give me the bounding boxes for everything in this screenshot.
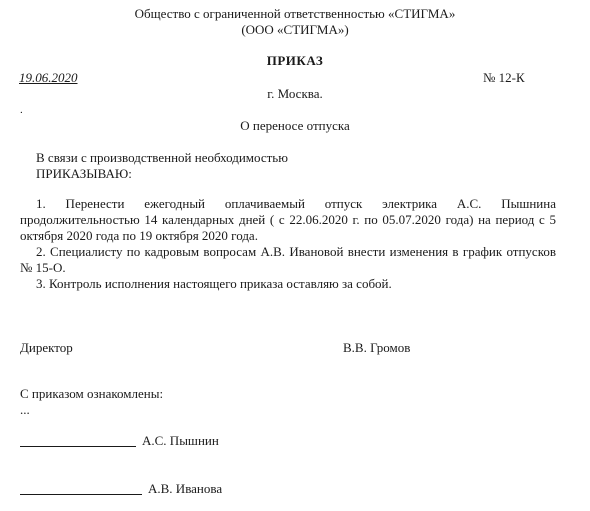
acknowledgement-ellipsis: ...	[20, 402, 30, 417]
organization-short-name: (ООО «СТИГМА»)	[241, 22, 349, 37]
order-clause-1: 1. Перенести ежегодный оплачиваемый отпуск электрика А.С. Пышнина продолжительностью 14 календарных дней ( с 22.06.2020 г. по 05.07.2020 года) на период с 5 октября 2020 года по 19 октября 2020 года.	[20, 196, 556, 243]
signatory-name: В.В. Громов	[343, 340, 411, 355]
acknowledged-person-2: А.В. Иванова	[148, 481, 223, 496]
order-clauses	[20, 196, 556, 292]
order-word: ПРИКАЗЫВАЮ:	[36, 166, 132, 181]
acknowledged-person-1: А.С. Пышнин	[142, 433, 219, 448]
acknowledgement-label: С приказом ознакомлены:	[20, 386, 164, 401]
order-clause-2: 2. Специалисту по кадровым вопросам А.В. Ивановой внести изменения в график отпусков № 15-О.	[20, 244, 556, 275]
document-number: № 12-К	[483, 70, 525, 85]
document-subject: О переносе отпуска	[240, 118, 350, 133]
signatory-position: Директор	[20, 340, 73, 355]
document-title: ПРИКАЗ	[266, 53, 324, 68]
signature-line-2	[20, 494, 142, 495]
organization-full-name: Общество с ограниченной ответственностью «СТИГМА»	[134, 6, 456, 21]
stray-dot: .	[20, 104, 23, 116]
order-clause-3: 3. Контроль исполнения настоящего приказа оставляю за собой.	[36, 276, 392, 291]
document-date: 19.06.2020	[19, 70, 78, 85]
signature-line-1	[20, 446, 136, 447]
document-city: г. Москва.	[267, 86, 323, 101]
order-reason: В связи с производственной необходимостью	[36, 150, 288, 165]
